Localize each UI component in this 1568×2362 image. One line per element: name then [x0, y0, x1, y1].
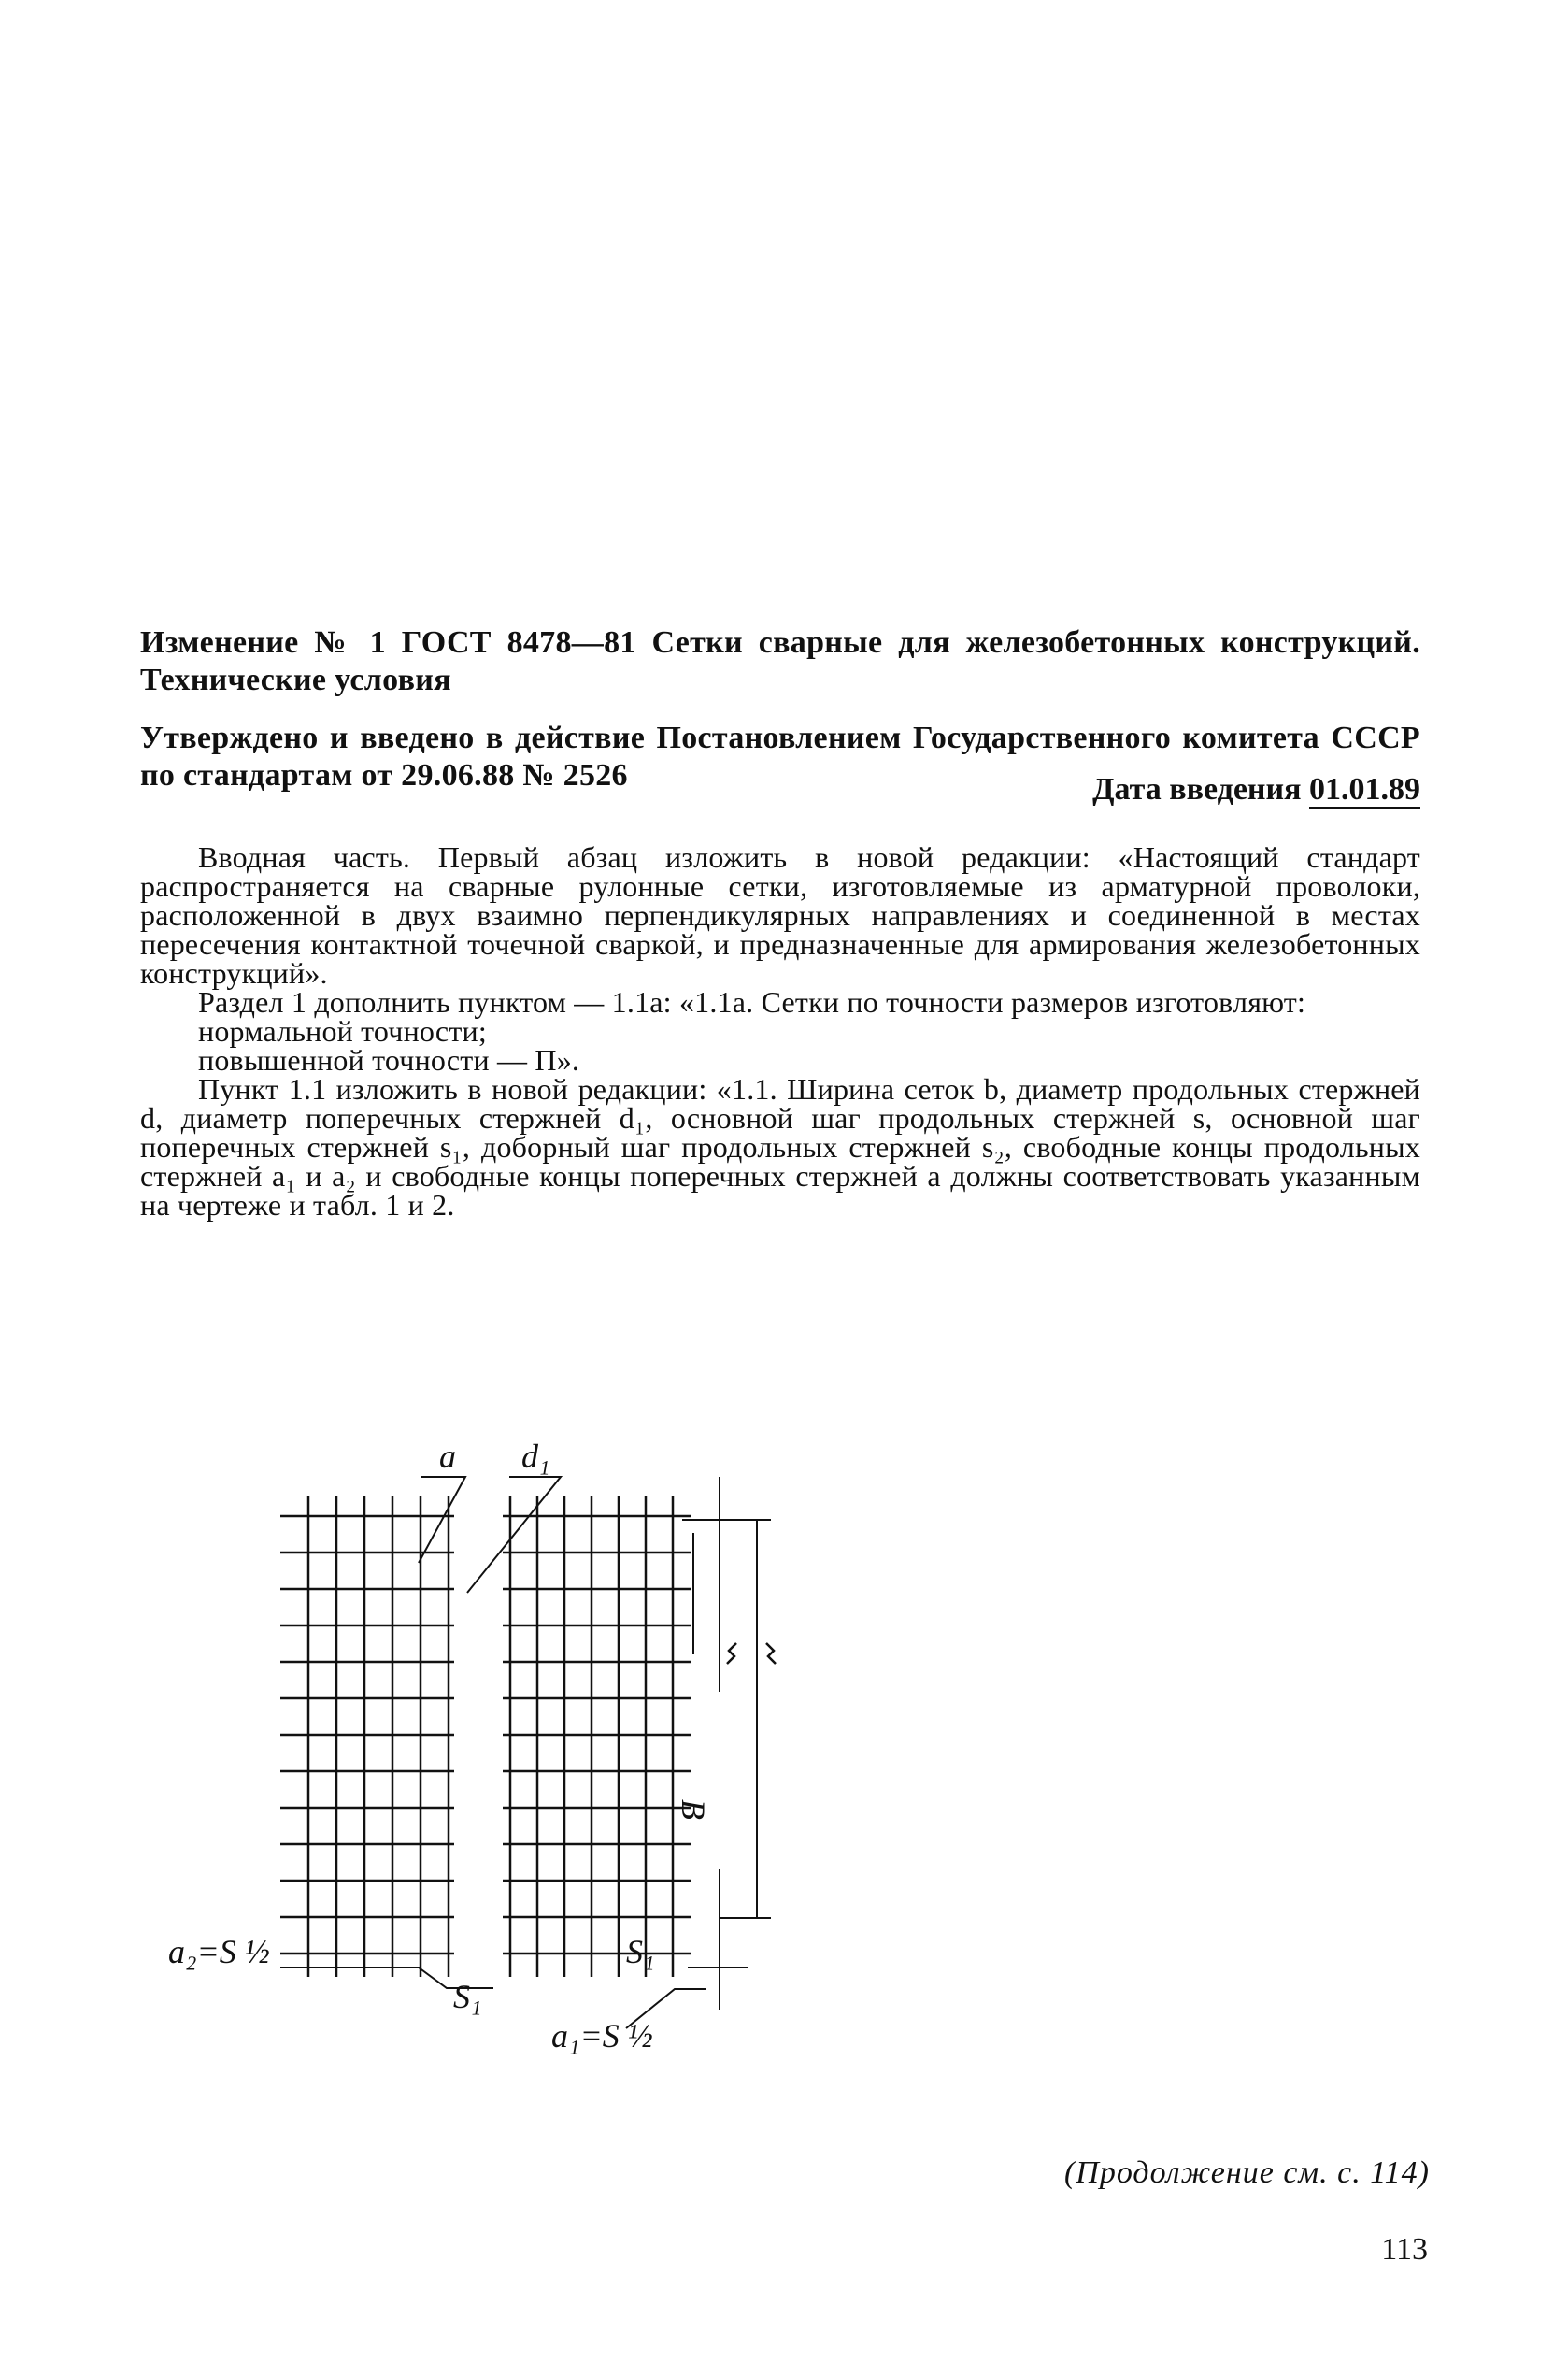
mesh-drawing-svg [168, 1430, 1271, 2066]
left-mesh-grid [280, 1496, 454, 1977]
break-mark-left [727, 1643, 736, 1664]
body-text [140, 840, 1420, 1222]
intro-date-value: 01.01.89 [1309, 772, 1420, 807]
label-a2: a₂=S ½ [168, 1933, 270, 1970]
list-item-normal-accuracy: нормальной точности; [198, 1014, 487, 1048]
heading-block [140, 624, 1420, 794]
leader-d1 [467, 1477, 561, 1593]
paragraph-intro: Вводная часть. Первый абзац изложить в новой редакции: «Настоящий стандарт распространяется на сварные рулонные сетки, изготовляемые из арматурной проволоки, расположенной в двух взаимно перпендикулярных направлениях и соединенной в местах пересечения контактной точечной сваркой, и предназначенные для армирования железобетонных конструкций». [140, 840, 1420, 990]
label-s1-left: S₁ [453, 1978, 482, 2015]
continuation-note: (Продолжение см. с. 114) [1063, 2155, 1430, 2190]
list-item-high-accuracy: повышенной точности — П». [198, 1043, 580, 1077]
label-s1-right: S₁ [626, 1933, 655, 1970]
leader-a-top [419, 1477, 465, 1563]
approval-line: Утверждено и введено в действие Постановлением Государственного комитета СССР по стандартам от 29.06.88 № 2526 [140, 721, 1420, 793]
mesh-drawing [168, 1430, 1271, 2066]
intro-date [1092, 772, 1420, 808]
right-mesh-grid [503, 1496, 691, 1977]
break-mark-right [766, 1643, 776, 1664]
page-number: 113 [1381, 2232, 1428, 2267]
paragraph-section1: Раздел 1 дополнить пунктом — 1.1а: «1.1а. Сетки по точности размеров изготовляют: [198, 985, 1306, 1019]
label-b: B [675, 1799, 712, 1820]
label-a-top: a [439, 1438, 456, 1475]
label-d1: d₁ [521, 1438, 550, 1475]
intro-date-label: Дата введения [1092, 772, 1302, 807]
paragraph-clause-1-1: Пункт 1.1 изложить в новой редакции: «1.1. Ширина сеток b, диаметр продольных стержней d, диаметр поперечных стержней d₁, основной шаг продольных стержней s, основной шаг поперечных стержней s₁, доборный шаг продольных стержней s₂, свободные концы продольных стержней a₁ и a₂ и свободные концы поперечных стержней a должны соответствовать указанным на чертеже и табл. 1 и 2. [140, 1072, 1420, 1222]
change-title: Изменение № 1 ГОСТ 8478—81 Сетки сварные для железобетонных конструкций. Технические условия [140, 625, 1420, 697]
label-a1: a₁=S ½ [551, 2017, 653, 2054]
